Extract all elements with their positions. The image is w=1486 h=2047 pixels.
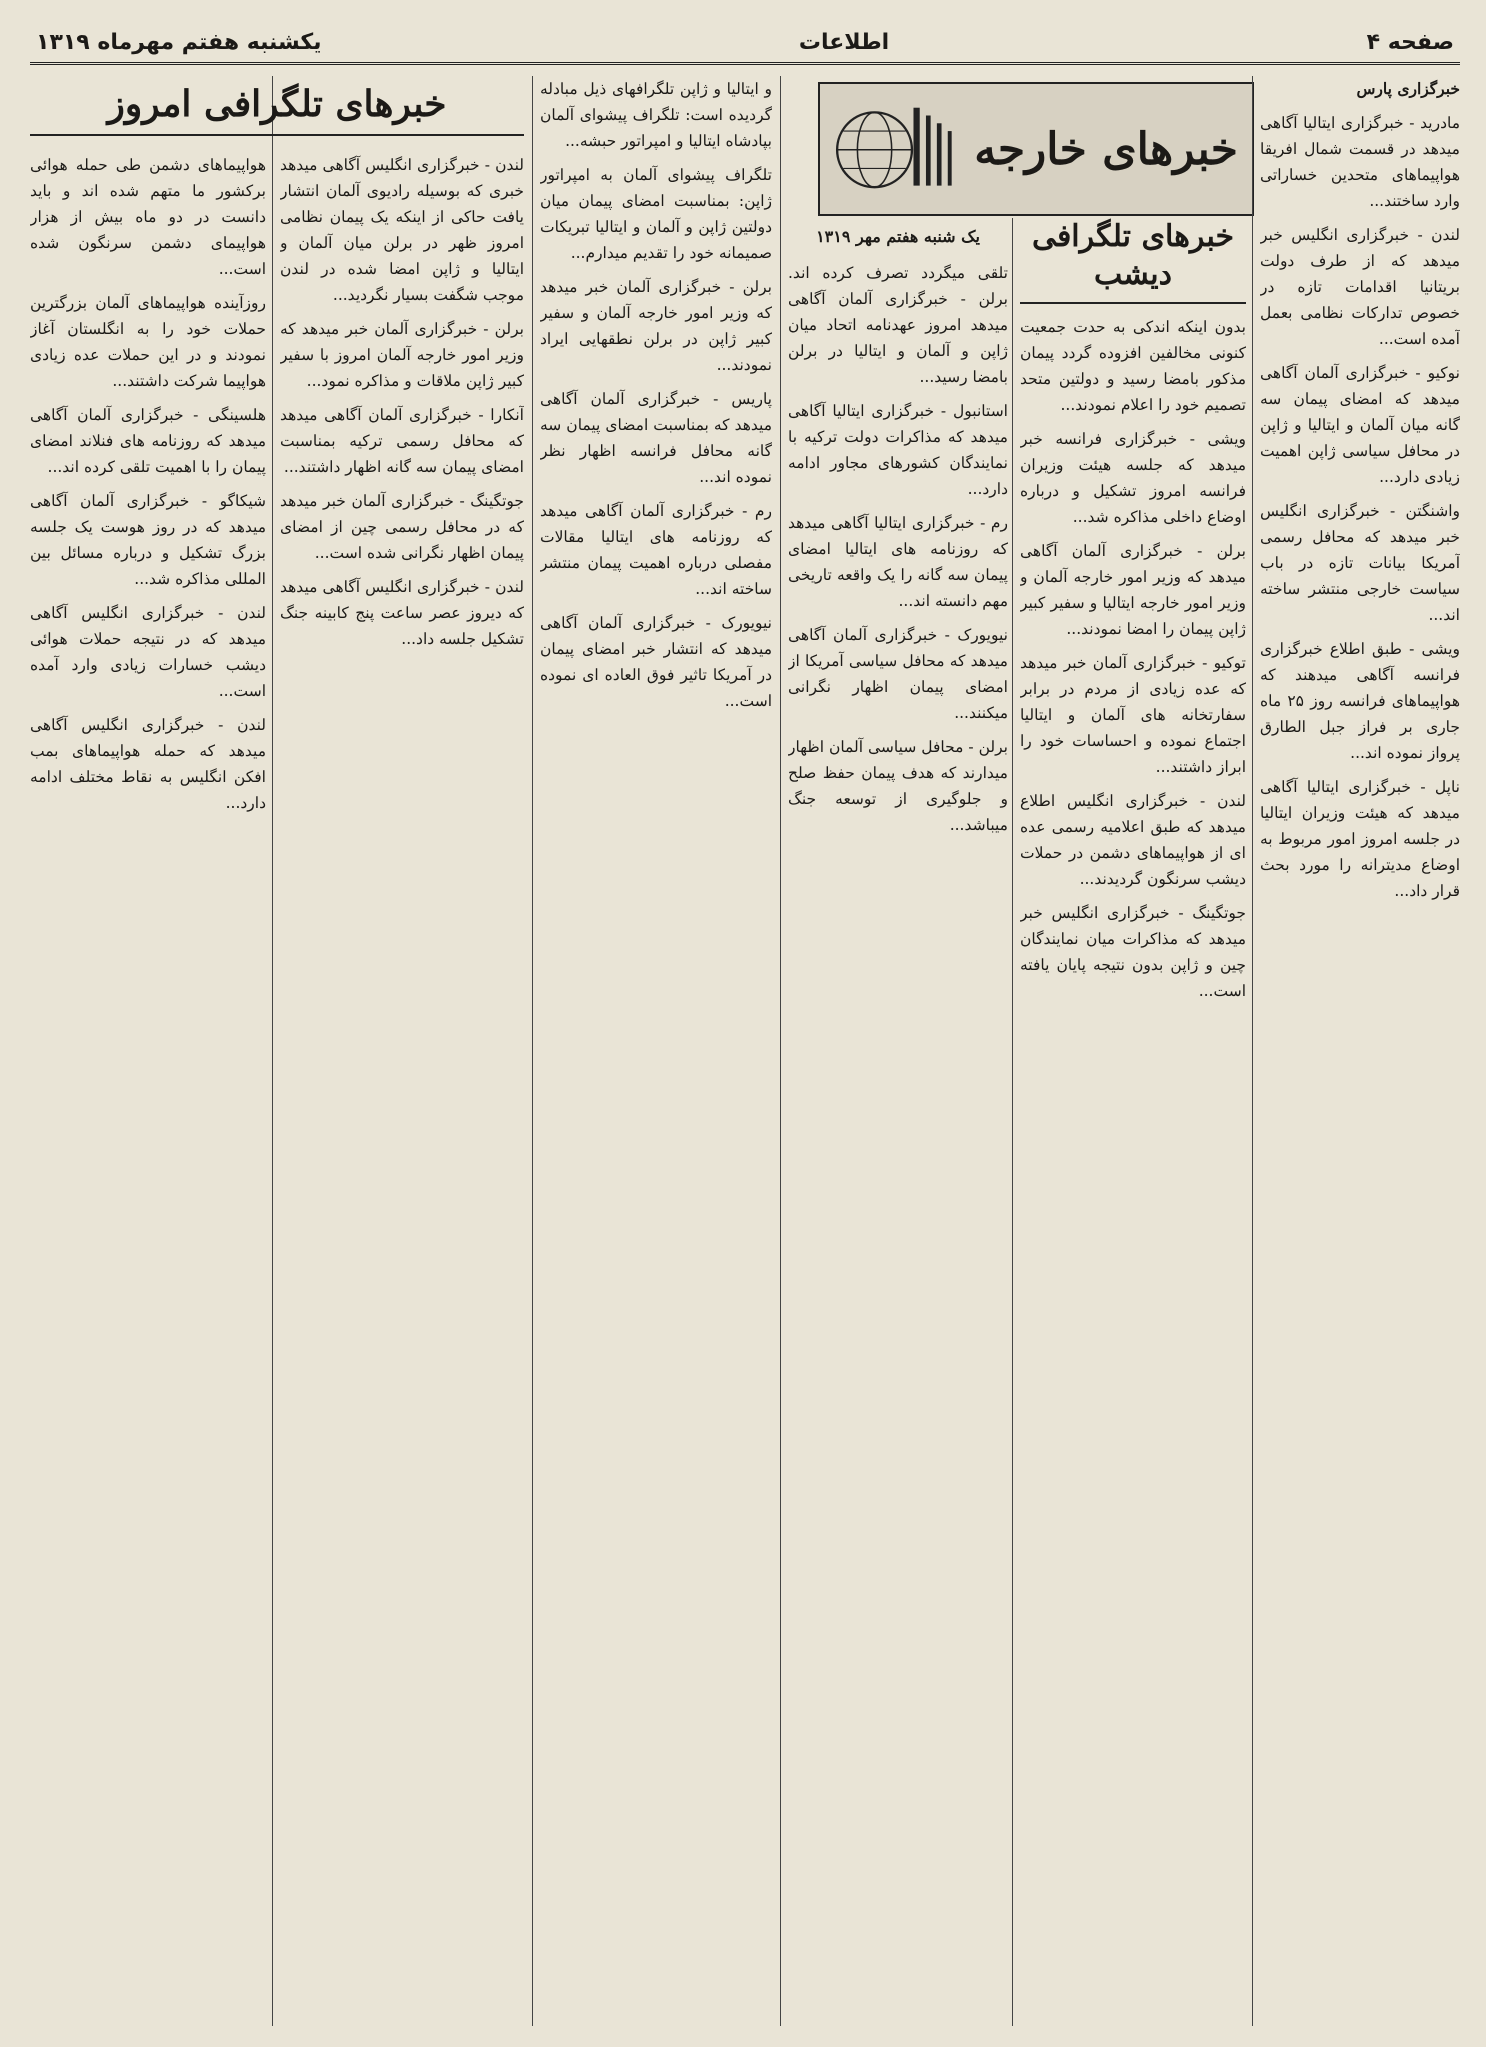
column-rule [272, 76, 273, 2026]
article-paragraph: واشنگتن - خبرگزاری انگلیس خبر میدهد که محافل رسمی آمریکا بیانات تازه در باب سیاست خارجی منتشر ساخته اند... [1260, 502, 1460, 624]
column-mid-right [1020, 218, 1246, 2026]
headline-last-night: خبرهای تلگرافی دیشب [1020, 218, 1246, 304]
article-paragraph: هواپیماهای دشمن طی حمله هوائی برکشور ما متهم شده اند و باید دانست در دو ماه بیش از هزار هواپیمای دشمن سرنگون شده است... [30, 156, 266, 278]
news-source: خبرگزاری پارس [1356, 79, 1460, 98]
article-paragraph: ویشی - طبق اطلاع خبرگزاری فرانسه آگاهی میدهند که هواپیماهای فرانسه روز ۲۵ ماه جاری بر فراز جبل الطارق پرواز نموده اند... [1260, 640, 1460, 762]
article-paragraph: نیویورک - خبرگزاری آلمان آگاهی میدهد که انتشار خبر امضای پیمان در آمریکا تاثیر فوق العاده ای نموده است... [540, 614, 772, 710]
article-paragraph: برلن - خبرگزاری آلمان خبر میدهد که وزیر امور خارجه آلمان و سفیر کبیر ژاپن در برلن نطقهایی ایراد نمودند... [540, 278, 772, 374]
article-paragraph: جوتگینگ - خبرگزاری آلمان خبر میدهد که در محافل رسمی چین از امضای پیمان اظهار نگرانی شده است... [280, 492, 524, 562]
article-paragraph: مادرید - خبرگزاری ایتالیا آگاهی میدهد در قسمت شمال افریقا هواپیماهای متحدین خساراتی وارد ساختند... [1260, 114, 1460, 210]
article-paragraph: توکیو - خبرگزاری آلمان خبر میدهد که عده زیادی از مردم در برابر سفارتخانه های آلمان و ایتالیا اجتماع نموده و احساسات خود را ابراز داشتند... [1020, 654, 1246, 776]
article-paragraph: هلسینگی - خبرگزاری آلمان آگاهی میدهد که روزنامه های فنلاند امضای پیمان را با اهمیت تلقی کرده اند... [30, 406, 266, 476]
article-paragraph: آنکارا - خبرگزاری آلمان آگاهی میدهد که محافل رسمی ترکیه بمناسبت امضای پیمان سه گانه اظهار داشتند... [280, 406, 524, 476]
article-paragraph: ویشی - خبرگزاری فرانسه خبر میدهد که جلسه هیئت وزیران فرانسه امروز تشکیل و درباره اوضاع داخلی مذاکره شد... [1020, 430, 1246, 526]
headline-today: خبرهای تلگرافی امروز [30, 82, 524, 136]
banner-title: خبرهای خارجه [974, 123, 1238, 175]
article-paragraph: لندن - خبرگزاری انگلیس آگاهی میدهد که حمله هواپیماهای بمب افکن انگلیس به نقاط مختلف ادامه دارد... [30, 716, 266, 812]
article-paragraph: شیکاگو - خبرگزاری آلمان آگاهی میدهد که در روز هوست یک جلسه بزرگ تشکیل و درباره مسائل بین المللی مذاکره شد... [30, 492, 266, 588]
article-paragraph: لندن - خبرگزاری انگلیس آگاهی میدهد خبری که بوسیله رادیوی آلمان انتشار یافت حاکی از اینکه یک پیمان نظامی امروز ظهر در برلن میان آلمان و ایتالیا و ژاپن امضا شده در لندن موجب شگفت بسیار نگردید... [280, 156, 524, 304]
article-paragraph: جوتگینگ - خبرگزاری انگلیس خبر میدهد که مذاکرات میان نمایندگان چین و ژاپن بدون نتیجه پایان یافته است... [1020, 904, 1246, 1000]
column-rule [1012, 218, 1013, 2026]
foreign-news-banner [818, 82, 1254, 216]
column-rule [532, 76, 533, 2026]
column-center [788, 218, 1008, 2026]
globe-emblem [820, 86, 960, 212]
column-left-mid [280, 152, 524, 2026]
page-label: صفحه ۴ [1366, 29, 1454, 55]
column-left [30, 152, 266, 2026]
article-paragraph: نوکیو - خبرگزاری آلمان آگاهی میدهد که امضای پیمان سه گانه میان آلمان و ایتالیا و ژاپن در محافل سیاسی ژاپن اهمیت زیادی دارد... [1260, 364, 1460, 486]
article-paragraph: برلن - خبرگزاری آلمان خبر میدهد که وزیر امور خارجه آلمان امروز با سفیر کبیر ژاپن ملاقات و مذاکره نمود... [280, 320, 524, 390]
article-paragraph: بدون اینکه اندکی به حدت جمعیت کنونی مخالفین افزوده گردد پیمان مذکور بامضا رسید و دولتین متحد تصمیم خود را اعلام نمودند... [1020, 318, 1246, 414]
article-paragraph: تلگراف پیشوای آلمان به امپراتور ژاپن: بمناسبت امضای پیمان میان دولتین ژاپن و آلمان و ایتالیا تبریکات صمیمانه خود را تقدیم میدارم... [540, 166, 772, 262]
column-mid-left [540, 76, 772, 2026]
article-paragraph: پاریس - خبرگزاری آلمان آگاهی میدهد که بمناسبت امضای پیمان سه گانه محافل فرانسه اظهار نظر نموده اند... [540, 390, 772, 486]
paper-name: اطلاعات [798, 29, 890, 55]
column-right [1260, 76, 1460, 2026]
newspaper-page [30, 22, 1460, 2032]
article-paragraph: نیویورک - خبرگزاری آلمان آگاهی میدهد که محافل سیاسی آمریکا از امضای پیمان اظهار نگرانی میکنند... [788, 626, 1008, 722]
article-paragraph: ناپل - خبرگزاری ایتالیا آگاهی میدهد که هیئت وزیران ایتالیا در جلسه امروز امور مربوط به اوضاع مدیترانه را مورد بحث قرار داد... [1260, 778, 1460, 900]
article-paragraph: لندن - خبرگزاری انگلیس اطلاع میدهد که طبق اعلامیه رسمی عده ای از هواپیماهای دشمن در حملات دیشب سرنگون گردیدند... [1020, 792, 1246, 888]
article-paragraph: و ایتالیا و ژاپن تلگرافهای ذیل مبادله گردیده است: تلگراف پیشوای آلمان بپادشاه ایتالیا و امپراتور حبشه... [540, 80, 772, 150]
article-paragraph: لندن - خبرگزاری انگلیس آگاهی میدهد که دیروز عصر ساعت پنج کابینه جنگ تشکیل جلسه داد... [280, 578, 524, 648]
column-rule [780, 76, 781, 2026]
article-paragraph: روزآینده هواپیماهای آلمان بزرگترین حملات خود را به انگلستان آغاز نمودند و در این حملات عده زیادی هواپیما شرکت داشتند... [30, 294, 266, 390]
article-paragraph: لندن - خبرگزاری انگلیس خبر میدهد که از طرف دولت بریتانیا اقدامات تازه در خصوص تدارکات نظامی بعمل آمده است... [1260, 226, 1460, 348]
article-paragraph: رم - خبرگزاری آلمان آگاهی میدهد که روزنامه های ایتالیا مقالات مفصلی درباره اهمیت پیمان منتشر ساخته اند... [540, 502, 772, 598]
article-paragraph: برلن - محافل سیاسی آلمان اظهار میدارند که هدف پیمان حفظ صلح و جلوگیری از توسعه جنگ میباشد... [788, 738, 1008, 834]
article-paragraph: تلقی میگردد تصرف کرده اند. برلن - خبرگزاری آلمان آگاهی میدهد امروز عهدنامه اتحاد میان ژاپن و آلمان و ایتالیا در برلن بامضا رسید... [788, 264, 1008, 386]
article-paragraph: استانبول - خبرگزاری ایتالیا آگاهی میدهد که مذاکرات دولت ترکیه با نمایندگان کشورهای مجاور ادامه دارد... [788, 402, 1008, 498]
article-paragraph: برلن - خبرگزاری آلمان آگاهی میدهد که وزیر امور خارجه آلمان و وزیر امور خارجه ایتالیا و سفیر کبیر ژاپن پیمان را امضا نمودند... [1020, 542, 1246, 638]
column-rule [1252, 76, 1253, 2026]
section-dateline: یک شنبه هفتم مهر ۱۳۱۹ [816, 227, 980, 246]
article-paragraph: لندن - خبرگزاری انگلیس آگاهی میدهد که در نتیجه حملات هوائی دیشب خسارات زیادی وارد آمده است... [30, 604, 266, 700]
article-paragraph: رم - خبرگزاری ایتالیا آگاهی میدهد که روزنامه های ایتالیا امضای پیمان سه گانه را یک واقعه تاریخی مهم دانسته اند... [788, 514, 1008, 610]
masthead [30, 22, 1460, 65]
issue-date: یکشنبه هفتم مهرماه ۱۳۱۹ [36, 29, 322, 55]
